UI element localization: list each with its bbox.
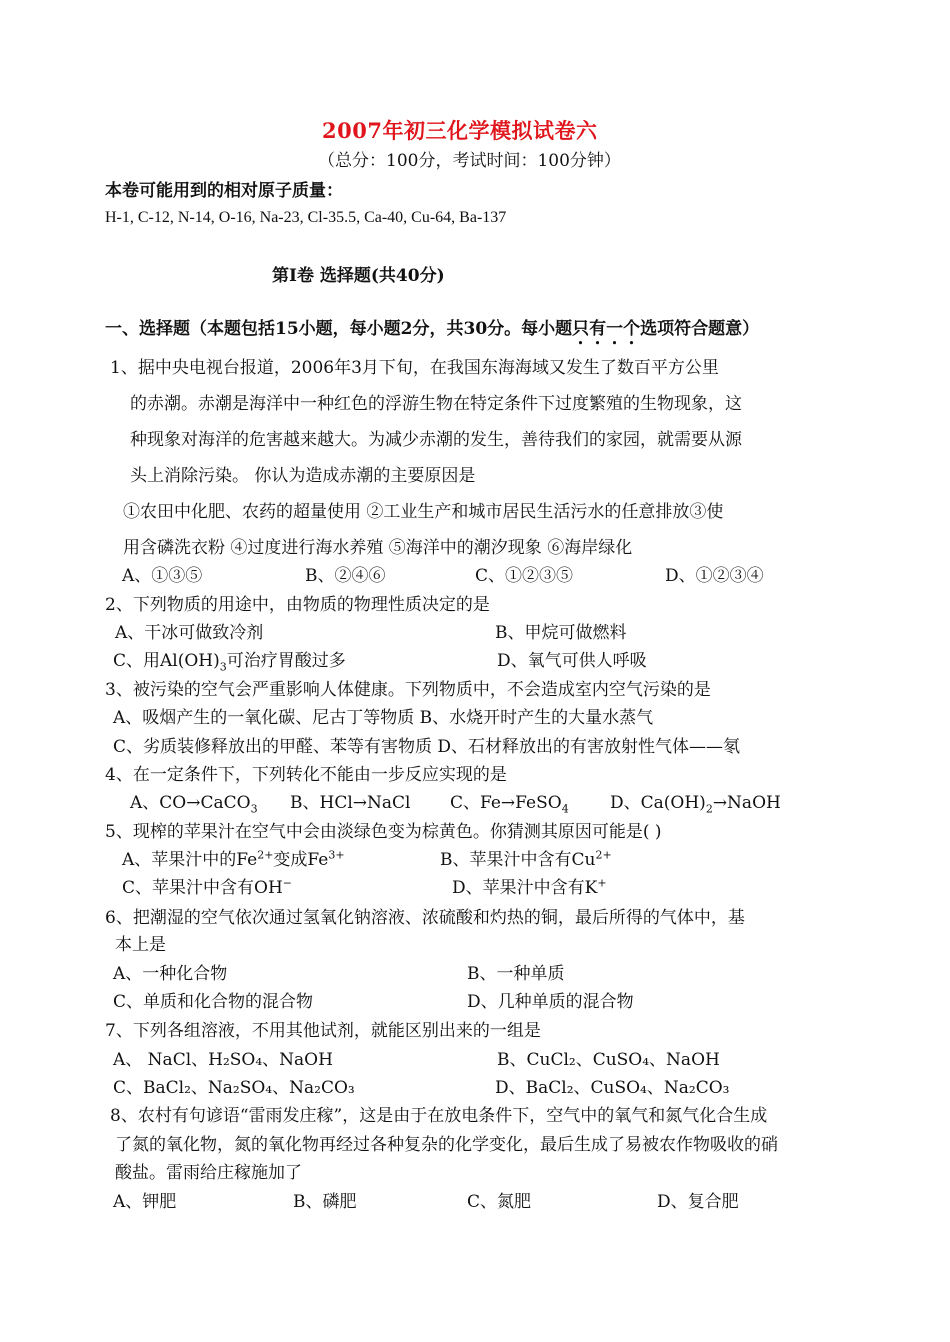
q4-option-a-pre: A、CO→CaCO <box>130 793 251 813</box>
q6-line-2: 本上是 <box>115 935 166 955</box>
part-heading-suffix: 选项符合题意） <box>640 319 760 339</box>
q8-line-1: 8、农村有句谚语“雷雨发庄稼”，这是由于在放电条件下，空气中的氧气和氮气化合生成 <box>110 1106 768 1126</box>
q7-option-b: B、CuCl₂、CuSO₄、NaOH <box>497 1050 720 1070</box>
q1-line-4: 头上消除污染。 你认为造成赤潮的主要原因是 <box>130 466 476 486</box>
part-heading-prefix: 一、选择题（本题包括15小题，每小题2分，共30分。每小题 <box>105 319 573 339</box>
q4-option-d-sub: 2 <box>705 802 713 816</box>
q7-option-d: D、BaCl₂、CuSO₄、Na₂CO₃ <box>495 1078 730 1098</box>
atomic-mass-label: 本卷可能用到的相对原子质量： <box>105 181 343 201</box>
q4-stem: 4、在一定条件下，下列转化不能由一步反应实现的是 <box>105 765 507 785</box>
q2-stem: 2、下列物质的用途中，由物质的物理性质决定的是 <box>105 595 490 615</box>
q4-option-c-pre: C、Fe→FeSO <box>450 793 562 813</box>
q3-options-ab: A、吸烟产生的一氧化碳、尼古丁等物质 B、水烧开时产生的大量水蒸气 <box>113 708 654 728</box>
q4-option-d-post: →NaOH <box>712 793 781 813</box>
q5-option-c <box>122 877 292 899</box>
q5-option-a-mid: 变成Fe <box>273 850 329 870</box>
q5-option-a-sup1: 2+ <box>257 848 274 862</box>
q8-option-d: D、复合肥 <box>657 1192 739 1212</box>
q4-option-a-sub: 3 <box>250 802 258 816</box>
q2-option-a: A、干冰可做致冷剂 <box>115 623 264 643</box>
q5-option-d-sup: + <box>597 876 607 890</box>
q1-line-2: 的赤潮。赤潮是海洋中一种红色的浮游生物在特定条件下过度繁殖的生物现象，这 <box>130 394 742 414</box>
q6-line-1: 6、把潮湿的空气依次通过氢氧化钠溶液、浓硫酸和灼热的铜，最后所得的气体中，基 <box>105 908 745 928</box>
q2-option-c-pre: C、用Al(OH) <box>113 651 220 671</box>
section-title: 第Ⅰ卷 选择题(共40分) <box>272 266 445 286</box>
q5-option-b-sup: 2+ <box>595 848 612 862</box>
q5-stem: 5、现榨的苹果汁在空气中会由淡绿色变为棕黄色。你猜测其原因可能是( ) <box>105 822 662 842</box>
q4-option-a <box>130 792 258 814</box>
q1-option-c: C、①②③⑤ <box>475 566 574 586</box>
q6-option-a: A、一种化合物 <box>113 964 228 984</box>
q5-option-c-pre: C、苹果汁中含有OH <box>122 878 283 898</box>
q1-option-d: D、①②③④ <box>665 566 764 586</box>
q5-option-c-sup: − <box>282 876 292 890</box>
q6-option-d: D、几种单质的混合物 <box>467 992 634 1012</box>
q5-option-a <box>122 849 345 871</box>
q8-option-b: B、磷肥 <box>293 1192 357 1212</box>
q1-option-b: B、②④⑥ <box>305 566 386 586</box>
q4-option-c-sub: 4 <box>561 802 569 816</box>
q2-option-c-post: 可治疗胃酸过多 <box>226 651 346 671</box>
q1-option-a: A、①③⑤ <box>122 566 203 586</box>
page-title: 2007年初三化学模拟试卷六 <box>322 118 598 143</box>
q8-line-2: 了氮的氧化物，氮的氧化物再经过各种复杂的化学变化，最后生成了易被农作物吸收的硝 <box>115 1135 778 1155</box>
q1-line-6: 用含磷洗衣粉 ④过度进行海水养殖 ⑤海洋中的潮汐现象 ⑥海岸绿化 <box>123 538 633 558</box>
q3-options-cd: C、劣质装修释放出的甲醛、苯等有害物质 D、石材释放出的有害放射性气体——氡 <box>113 737 741 757</box>
q3-stem: 3、被污染的空气会严重影响人体健康。下列物质中，不会造成室内空气污染的是 <box>105 680 711 700</box>
q5-option-b <box>440 849 612 871</box>
q8-option-a: A、钾肥 <box>113 1192 177 1212</box>
part-heading-emphasis: 只有一个 <box>572 319 641 339</box>
q2-option-c-sub: 3 <box>219 660 227 674</box>
q6-option-b: B、一种单质 <box>467 964 565 984</box>
q6-option-c: C、单质和化合物的混合物 <box>113 992 314 1012</box>
q2-option-d: D、氧气可供人呼吸 <box>497 651 647 671</box>
q5-option-b-pre: B、苹果汁中含有Cu <box>440 850 596 870</box>
q4-option-d <box>610 792 781 814</box>
q5-option-d <box>452 877 607 899</box>
q8-option-c: C、氮肥 <box>467 1192 532 1212</box>
q4-option-c <box>450 792 569 814</box>
atomic-mass-list: H-1, C-12, N-14, O-16, Na-23, Cl-35.5, Ca-40, Cu-64, Ba-137 <box>105 209 507 226</box>
q5-option-d-pre: D、苹果汁中含有K <box>452 878 598 898</box>
q1-line-1: 1、据中央电视台报道，2006年3月下旬，在我国东海海域又发生了数百平方公里 <box>110 358 719 378</box>
q5-option-a-sup2: 3+ <box>328 848 345 862</box>
q1-line-5: ①农田中化肥、农药的超量使用 ②工业生产和城市居民生活污水的任意排放③使 <box>123 502 724 522</box>
q4-option-d-pre: D、Ca(OH) <box>610 793 706 813</box>
q8-line-3: 酸盐。雷雨给庄稼施加了 <box>115 1163 302 1183</box>
q7-option-c: C、BaCl₂、Na₂SO₄、Na₂CO₃ <box>113 1078 355 1098</box>
q2-option-b: B、甲烷可做燃料 <box>495 623 627 643</box>
q7-stem: 7、下列各组溶液，不用其他试剂，就能区别出来的一组是 <box>105 1021 541 1041</box>
q2-option-c <box>113 650 346 672</box>
part-heading <box>105 318 759 349</box>
q5-option-a-pre: A、苹果汁中的Fe <box>122 850 258 870</box>
q1-line-3: 种现象对海洋的危害越来越大。为减少赤潮的发生，善待我们的家园，就需要从源 <box>130 430 742 450</box>
page-subtitle: （总分：100分，考试时间：100分钟） <box>318 151 621 171</box>
q4-option-b: B、HCl→NaCl <box>290 793 411 813</box>
q7-option-a: A、 NaCl、H₂SO₄、NaOH <box>113 1050 333 1070</box>
